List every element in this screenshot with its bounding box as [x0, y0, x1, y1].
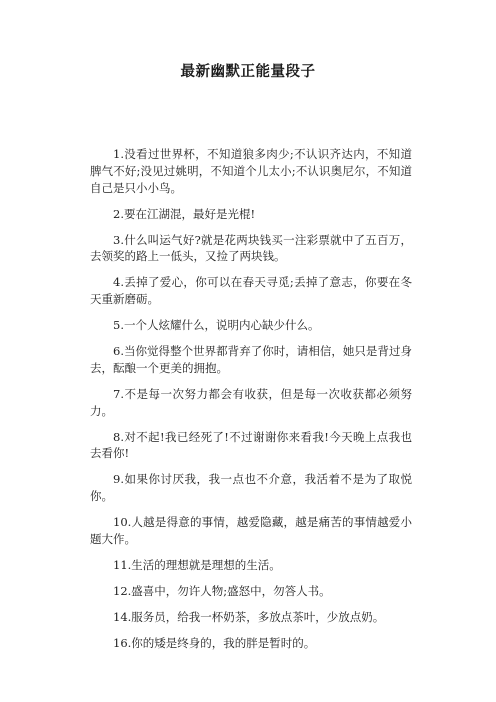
paragraph: 7.不是每一次努力都会有收获，但是每一次收获都必须努力。: [90, 386, 412, 418]
paragraph: 9.如果你讨厌我，我一点也不介意，我活着不是为了取悦你。: [90, 472, 412, 504]
paragraph: 16.你的矮是终身的，我的胖是暂时的。: [113, 635, 316, 650]
paragraph: 4.丢掉了爱心，你可以在春天寻觅;丢掉了意志，你要在冬天重新磨砺。: [90, 275, 412, 307]
paragraph: 11.生活的理想就是理想的生活。: [113, 558, 281, 573]
paragraph: 5.一个人炫耀什么，说明内心缺少什么。: [113, 318, 320, 333]
document-title: 最新幽默正能量段子: [180, 64, 316, 80]
paragraph: 8.对不起!我已经死了!不过谢谢你来看我!今天晚上点我也去看你!: [90, 429, 412, 461]
paragraph: 10.人越是得意的事情，越爱隐藏，越是痛苦的事情越爱小题大作。: [90, 515, 412, 547]
paragraph: 12.盛喜中，勿许人物;盛怒中，勿答人书。: [113, 584, 331, 598]
document-body: [90, 146, 412, 661]
paragraph: 3.什么叫运气好?就是花两块钱买一注彩票就中了五百万，去领奖的路上一低头，又捡了两块钱。: [90, 232, 412, 264]
paragraph: 14.服务员，给我一杯奶茶，多放点茶叶，少放点奶。: [113, 609, 385, 624]
paragraph: 1.没看过世界杯，不知道狼多肉少;不认识齐达内，不知道脾气不好;没见过姚明，不知道个儿太小;不认识奥尼尔，不知道自己是只小小鸟。: [90, 147, 412, 195]
paragraph: 2.要在江湖混，最好是光棍!: [113, 206, 256, 221]
paragraph: 6.当你觉得整个世界都背弃了你时，请相信，她只是背过身去，酝酿一个更美的拥抱。: [90, 344, 412, 375]
